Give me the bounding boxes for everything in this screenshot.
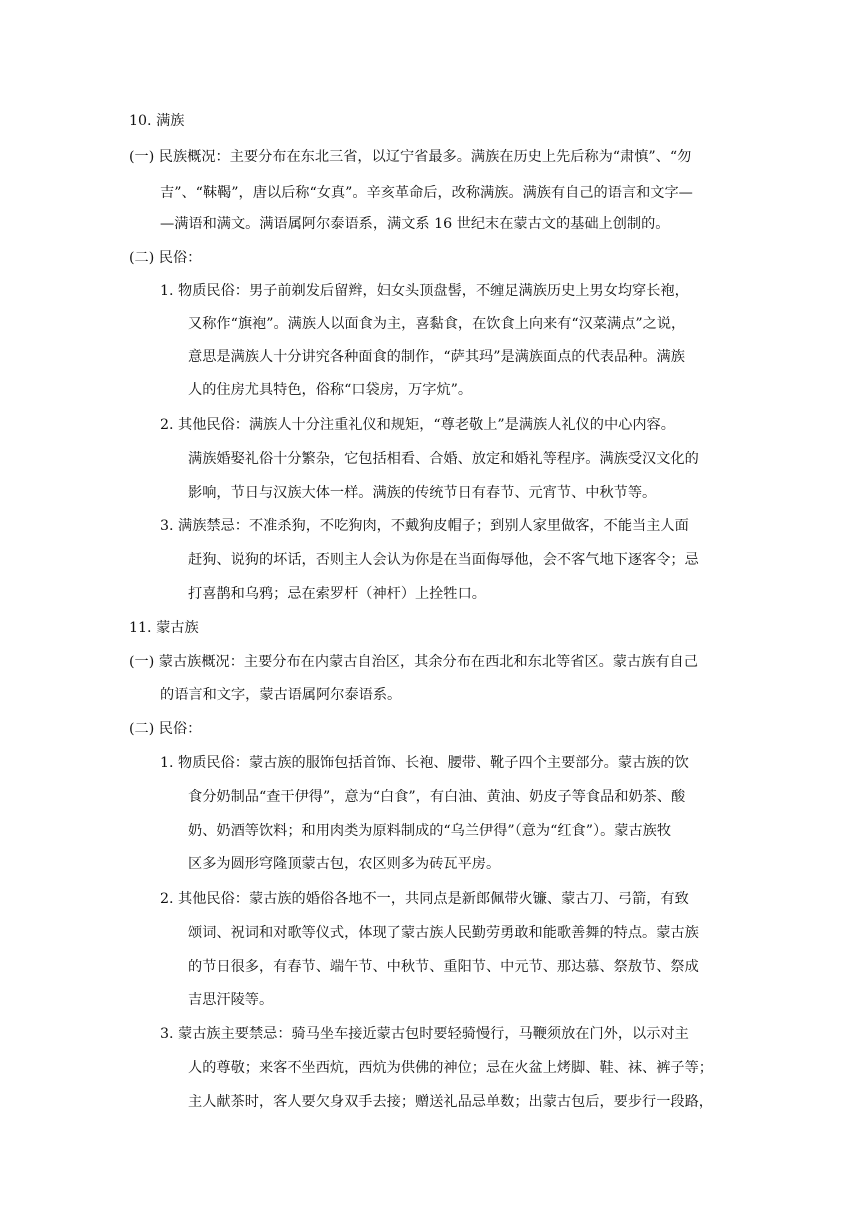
manchu-overview-line-1: (一) 民族概况：主要分布在东北三省，以辽宁省最多。满族在历史上先后称为“肃慎”、“勿 — [129, 149, 692, 165]
mongol-overview-line-2: 的语言和文字，蒙古语属阿尔泰语系。 — [160, 687, 402, 703]
mongol-item-3-line-3: 主人献茶时，客人要欠身双手去接；赠送礼品忌单数；出蒙古包后，要步行一段路， — [188, 1094, 713, 1110]
manchu-item-1-line-4: 人的住房尤具特色，俗称“口袋房，万字炕”。 — [188, 382, 473, 398]
mongol-overview-line-1: (一) 蒙古族概况：主要分布在内蒙古自治区，其余分布在西北和东北等省区。蒙古族有自己 — [129, 654, 698, 670]
mongol-item-3-line-1: 3. 蒙古族主要禁忌：骑马坐车接近蒙古包时要轻骑慢行，马鞭须放在门外，以示对主 — [160, 1026, 689, 1042]
mongol-item-2-line-4: 吉思汗陵等。 — [188, 992, 274, 1008]
manchu-overview-line-2: 吉”、“靺鞨”，唐以后称“女真”。辛亥革命后，改称满族。满族有自己的语言和文字— — [160, 185, 693, 201]
manchu-item-3-line-1: 3. 满族禁忌：不准杀狗，不吃狗肉，不戴狗皮帽子；到别人家里做客，不能当主人面 — [160, 518, 689, 534]
mongol-item-2-line-3: 的节日很多，有春节、端午节、中秋节、重阳节、中元节、那达慕、祭敖节、祭成 — [188, 959, 699, 975]
manchu-item-3-line-2: 赶狗、说狗的坏话，否则主人会认为你是在当面侮辱他，会不客气地下逐客令；忌 — [188, 552, 699, 568]
manchu-overview-line-3: —满语和满文。满语属阿尔泰语系，满文系 16 世纪末在蒙古文的基础上创制的。 — [160, 216, 670, 232]
mongol-item-1-line-2: 食分奶制品“查干伊得”，意为“白食”，有白油、黄油、奶皮子等食品和奶茶、酸 — [188, 789, 686, 805]
manchu-item-1-line-3: 意思是满族人十分讲究各种面食的制作，“萨其玛”是满族面点的代表品种。满族 — [188, 349, 685, 365]
mongol-item-1-line-1: 1. 物质民俗：蒙古族的服饰包括首饰、长袍、腰带、靴子四个主要部分。蒙古族的饮 — [160, 755, 689, 771]
mongol-item-2-line-1: 2. 其他民俗：蒙古族的婚俗各地不一，共同点是新郎佩带火镰、蒙古刀、弓箭，有致 — [160, 891, 689, 907]
manchu-item-1-line-2: 又称作“旗袍”。满族人以面食为主，喜黏食，在饮食上向来有“汉菜满点”之说， — [188, 316, 686, 332]
manchu-item-2-line-3: 影响，节日与汉族大体一样。满族的传统节日有春节、元宵节、中秋节等。 — [188, 485, 657, 501]
manchu-item-3-line-3: 打喜鹊和乌鸦；忌在索罗杆（神杆）上拴牲口。 — [188, 586, 486, 602]
mongol-item-2-line-2: 颂词、祝词和对歌等仪式，体现了蒙古族人民勤劳勇敢和能歌善舞的特点。蒙古族 — [188, 925, 699, 941]
manchu-item-2-line-1: 2. 其他民俗：满族人十分注重礼仪和规矩，“尊老敬上”是满族人礼仪的中心内容。 — [160, 417, 675, 433]
mongol-item-1-line-3: 奶、奶酒等饮料；和用肉类为原料制成的“乌兰伊得”（意为“红食”）。蒙古族牧 — [188, 823, 672, 839]
manchu-item-2-line-2: 满族婚娶礼俗十分繁杂，它包括相看、合婚、放定和婚礼等程序。满族受汉文化的 — [188, 451, 699, 467]
manchu-item-1-line-1: 1. 物质民俗：男子前剃发后留辫，妇女头顶盘髻，不缠足满族历史上男女均穿长袍， — [160, 283, 689, 299]
section-heading-manchu: 10. 满族 — [129, 113, 185, 129]
mongol-customs-heading: (二) 民俗： — [129, 721, 202, 737]
section-heading-mongol: 11. 蒙古族 — [129, 620, 199, 636]
mongol-item-3-line-2: 人的尊敬；来客不坐西炕，西炕为供佛的神位；忌在火盆上烤脚、鞋、袜、裤子等； — [188, 1060, 713, 1076]
manchu-customs-heading: (二) 民俗： — [129, 250, 202, 266]
mongol-item-1-line-4: 区多为圆形穹隆顶蒙古包，农区则多为砖瓦平房。 — [188, 856, 501, 872]
